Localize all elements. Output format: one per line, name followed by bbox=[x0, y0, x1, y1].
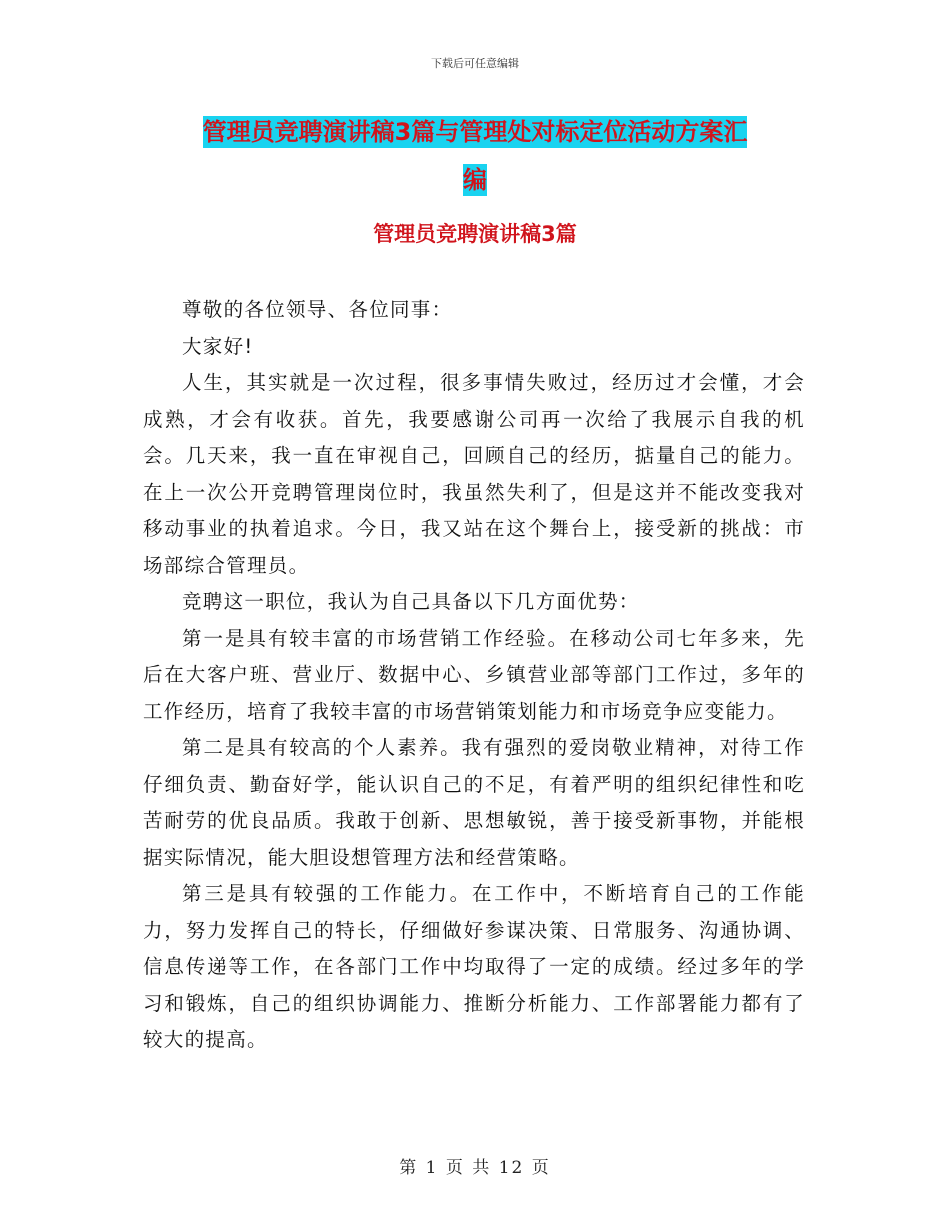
document-title-line-2: 编 bbox=[463, 166, 487, 194]
body-paragraph: 第二是具有较高的个人素养。我有强烈的爱岗敬业精神，对待工作仔细负责、勤奋好学，能认识自己的不足，有着严明的组织纪律性和吃苦耐劳的优良品质。我敢于创新、思想敏锐，善于接受新事物，并能根据实际情况，能大胆设想管理方法和经营策略。 bbox=[143, 736, 805, 869]
body-paragraph: 竞聘这一职位，我认为自己具备以下几方面优势： bbox=[182, 590, 640, 613]
body-paragraph: 第三是具有较强的工作能力。在工作中，不断培育自己的工作能力，努力发挥自己的特长，仔细做好参谋决策、日常服务、沟通协调、信息传递等工作，在各部门工作中均取得了一定的成绩。经过多年的学习和锻炼，自己的组织协调能力、推断分析能力、工作部署能力都有了较大的提高。 bbox=[143, 882, 805, 1051]
document-title bbox=[145, 108, 805, 204]
document-body bbox=[143, 292, 805, 1059]
section-title: 管理员竞聘演讲稿3篇 bbox=[373, 222, 577, 246]
body-paragraph: 第一是具有较丰富的市场营销工作经验。在移动公司七年多来，先后在大客户班、营业厅、数据中心、乡镇营业部等部门工作过，多年的工作经历，培育了我较丰富的市场营销策划能力和市场竞争应变能力。 bbox=[143, 626, 805, 723]
greeting-paragraph: 大家好! bbox=[182, 334, 254, 358]
page-number: 第 1 页 共 12 页 bbox=[399, 1158, 551, 1178]
salutation-paragraph: 尊敬的各位领导、各位同事： bbox=[182, 298, 453, 321]
body-paragraph: 人生，其实就是一次过程，很多事情失败过，经历过才会懂，才会成熟，才会有收获。首先，我要感谢公司再一次给了我展示自我的机会。几天来，我一直在审视自己，回顾自己的经历，掂量自己的能力。在上一次公开竞聘管理岗位时，我虽然失利了，但是这并不能改变我对移动事业的执着追求。今日，我又站在这个舞台上，接受新的挑战：市场部综合管理员。 bbox=[143, 371, 805, 577]
page-header-note: 下载后可任意编辑 bbox=[431, 57, 519, 70]
document-title-line-1: 管理员竞聘演讲稿3篇与管理处对标定位活动方案汇 bbox=[202, 118, 748, 146]
